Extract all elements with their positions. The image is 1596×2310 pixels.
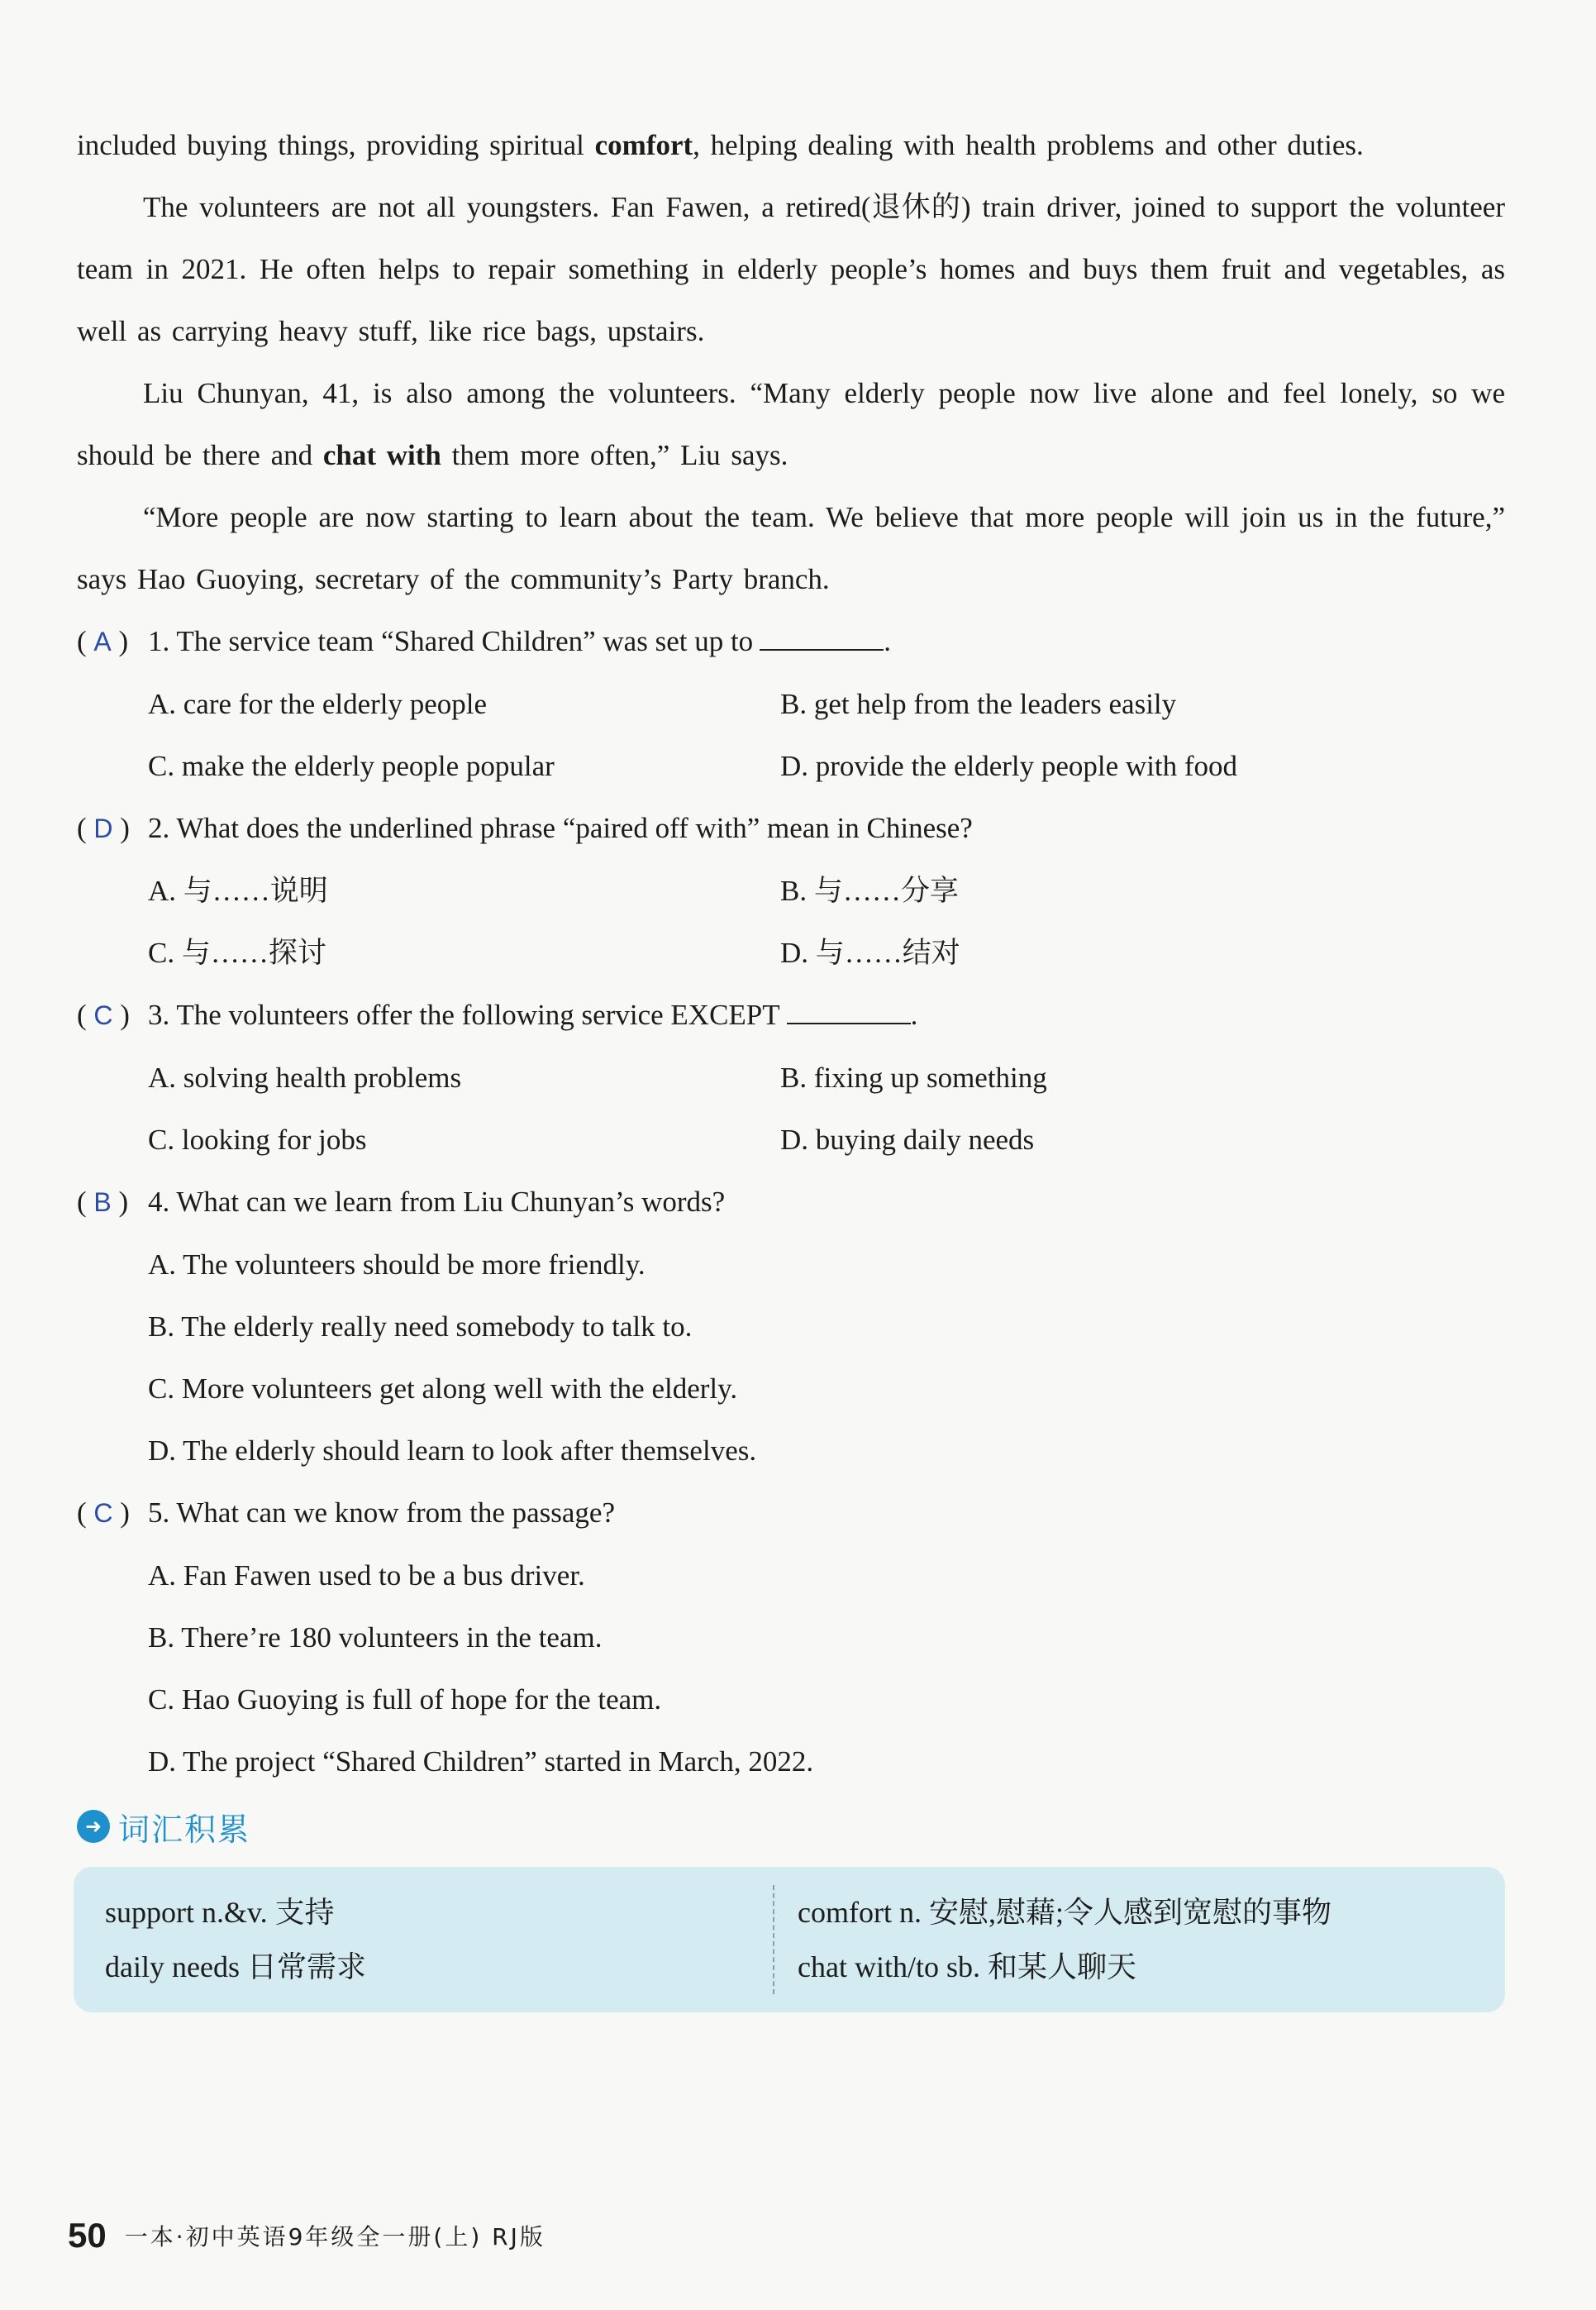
option: D. The project “Shared Children” started in March, 2022. xyxy=(148,1745,814,1778)
option: C. Hao Guoying is full of hope for the team. xyxy=(148,1683,662,1716)
answer-paren: ( D ) xyxy=(77,812,130,844)
content xyxy=(77,114,1505,2012)
option: D. 与……结对 xyxy=(780,937,960,969)
question-text: 2. What does the underlined phrase “paired off with” mean in Chinese? xyxy=(148,812,973,844)
passage-paragraph-3 xyxy=(77,362,1505,486)
page-footer xyxy=(68,2216,545,2255)
option: A. care for the elderly people xyxy=(148,688,488,720)
options-row xyxy=(77,1109,1505,1171)
question-list xyxy=(77,610,1505,1792)
vocab-right-column xyxy=(773,1885,1484,1994)
option: C. looking for jobs xyxy=(148,1124,367,1156)
vocab-item: support n.&v. 支持 xyxy=(105,1896,335,1929)
options-row xyxy=(77,735,1505,797)
question-item xyxy=(77,1482,1505,1792)
passage-paragraph-4: “More people are now starting to learn about the team. We believe that more people will join us in the future,” says Hao Guoying, secretary of the community’s Party branch. xyxy=(77,501,1505,595)
answer-paren: ( C ) xyxy=(77,1496,130,1529)
option: C. More volunteers get along well with the elderly. xyxy=(148,1372,738,1405)
vocab-item: chat with/to sb. 和某人聊天 xyxy=(798,1950,1136,1983)
text: included buying things, providing spiritual xyxy=(77,129,595,161)
question-end: . xyxy=(884,625,891,657)
question-text: 3. The volunteers offer the following service EXCEPT xyxy=(148,999,780,1031)
question-stem xyxy=(77,797,1505,860)
option: B. fixing up something xyxy=(780,1062,1047,1094)
question-text: 5. What can we know from the passage? xyxy=(148,1496,615,1529)
vocab-section-header xyxy=(77,1801,1505,1852)
question-end: . xyxy=(910,999,918,1031)
option: D. buying daily needs xyxy=(780,1124,1035,1156)
options-row xyxy=(77,1047,1505,1109)
option: D. provide the elderly people with food xyxy=(780,750,1238,782)
question-stem xyxy=(77,610,1505,673)
answer-blank xyxy=(787,1003,911,1024)
passage-paragraph-1 xyxy=(77,114,1505,176)
arrow-circle-icon: ➜ xyxy=(77,1810,110,1843)
answer-letter: D xyxy=(93,814,113,843)
bold-word: comfort xyxy=(594,129,693,161)
question-stem xyxy=(77,1482,1505,1544)
answer-blank xyxy=(760,629,884,651)
answer-letter: C xyxy=(93,1000,113,1030)
option: B. There’re 180 volunteers in the team. xyxy=(148,1621,603,1654)
question-text: 1. The service team “Shared Children” was set up to xyxy=(148,625,754,657)
answer-paren: ( B ) xyxy=(77,1186,129,1218)
option: D. The elderly should learn to look after themselves. xyxy=(148,1434,757,1467)
vocab-item: daily needs 日常需求 xyxy=(105,1950,366,1983)
passage-paragraph-2: The volunteers are not all youngsters. Fan Fawen, a retired(退休的) train driver, joined to support the volunteer team in 2021. He often helps to repair something in elderly people’s homes and buys them fruit and vegetables, as well as carrying heavy stuff, like rice bags, upstairs. xyxy=(77,191,1505,347)
question-stem xyxy=(77,984,1505,1047)
text: them more often,” Liu says. xyxy=(441,439,788,471)
option: C. 与……探讨 xyxy=(148,937,326,969)
option: B. get help from the leaders easily xyxy=(780,688,1177,720)
option: B. 与……分享 xyxy=(780,875,959,907)
book-title: 一本·初中英语9年级全一册(上) RJ版 xyxy=(124,2223,545,2250)
question-text: 4. What can we learn from Liu Chunyan’s words? xyxy=(148,1186,726,1218)
option: A. solving health problems xyxy=(148,1062,462,1094)
question-stem xyxy=(77,1171,1505,1234)
vocab-title: 词汇积累 xyxy=(118,1811,251,1848)
question-item xyxy=(77,797,1505,984)
vocab-box xyxy=(74,1867,1505,2012)
text: Liu Chunyan, 41, is also among the volunteers. “Many elderly people now live alone and feel lonely, so we should be there and xyxy=(77,377,1505,471)
answer-letter: C xyxy=(93,1498,113,1528)
answer-letter: A xyxy=(93,627,112,656)
page-number: 50 xyxy=(68,2216,107,2255)
option: A. 与……说明 xyxy=(148,875,328,907)
answer-paren: ( A ) xyxy=(77,625,129,657)
option: A. The volunteers should be more friendly. xyxy=(148,1248,646,1281)
bold-phrase: chat with xyxy=(322,439,441,471)
vocab-item: comfort n. 安慰,慰藉;令人感到宽慰的事物 xyxy=(798,1896,1332,1929)
question-item xyxy=(77,610,1505,797)
text: , helping dealing with health problems and other duties. xyxy=(693,129,1364,161)
vocab-left-column xyxy=(105,1885,773,1994)
question-item xyxy=(77,1171,1505,1482)
options-row xyxy=(77,673,1505,735)
question-item xyxy=(77,984,1505,1171)
options-row xyxy=(77,860,1505,922)
option: C. make the elderly people popular xyxy=(148,750,555,782)
option: B. The elderly really need somebody to talk to. xyxy=(148,1310,693,1343)
answer-letter: B xyxy=(93,1187,112,1217)
option: A. Fan Fawen used to be a bus driver. xyxy=(148,1559,585,1592)
options-row xyxy=(77,922,1505,984)
answer-paren: ( C ) xyxy=(77,999,130,1031)
